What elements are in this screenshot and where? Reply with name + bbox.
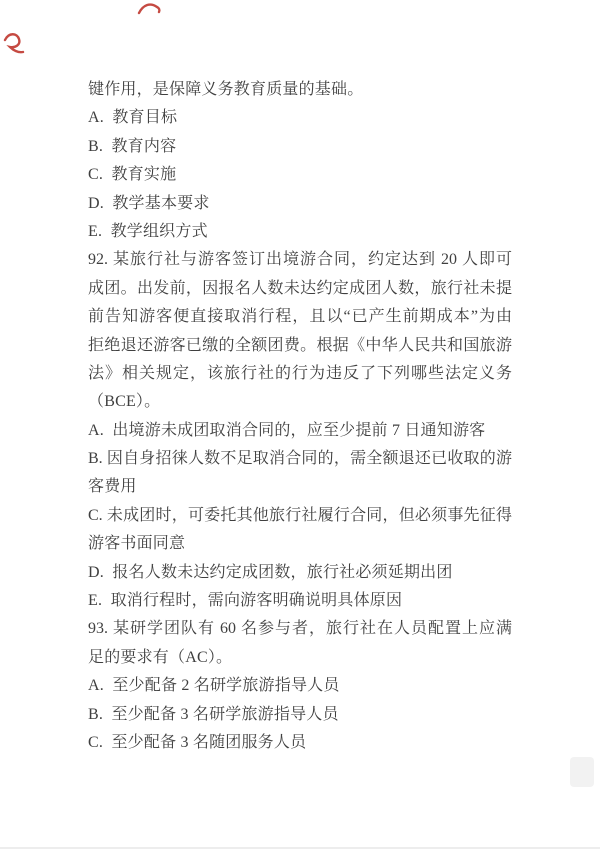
q92-stem-line-5: 法》相关规定，该旅行社的行为违反了下列哪些法定义务 <box>88 364 512 382</box>
q93-stem-line-1: 93. 某研学团队有 60 名参与者，旅行社在人员配置上应满 <box>88 620 512 638</box>
q92-option-d: D. 报名人数未达约定成团数，旅行社必须延期出团 <box>88 563 453 581</box>
q91-option-c: C. 教育实施 <box>88 166 177 184</box>
q93-stem-line-2: 足的要求有（AC）。 <box>88 648 233 666</box>
q93-option-c: C. 至少配备 3 名随团服务人员 <box>88 733 307 751</box>
q91-option-a: A. 教育目标 <box>88 109 178 127</box>
q91-option-b: B. 教育内容 <box>88 137 177 155</box>
q92-option-a: A. 出境游未成团取消合同的，应至少提前 7 日通知游客 <box>88 421 486 439</box>
q92-option-b: B. 因自身招徕人数不足取消合同的，需全额退还已收取的游 <box>88 450 512 468</box>
q92-answer: （BCE）。 <box>88 393 161 411</box>
q93-option-b: B. 至少配备 3 名研学旅游指导人员 <box>88 705 339 723</box>
q92-stem-line-2: 成团。出发前，因报名人数未达约定成团人数，旅行社未提 <box>88 279 512 297</box>
q92-stem-line-3: 前告知游客便直接取消行程，且以“已产生前期成本”为由 <box>88 308 512 326</box>
red-pen-mark-left <box>5 34 23 52</box>
q91-option-d: D. 教学基本要求 <box>88 194 210 212</box>
q92-option-b-wrap: 客费用 <box>88 478 137 496</box>
q91-stem-tail: 键作用，是保障义务教育质量的基础。 <box>88 81 364 98</box>
red-pen-mark-top <box>139 5 159 13</box>
q92-stem-line-4: 拒绝退还游客已缴的全额团费。根据《中华人民共和国旅游 <box>88 336 512 354</box>
question-text-block <box>88 76 512 757</box>
q91-option-e: E. 教学组织方式 <box>88 222 208 240</box>
q92-option-c: C. 未成团时，可委托其他旅行社履行合同，但必须事先征得 <box>88 506 512 524</box>
q93-option-a: A. 至少配备 2 名研学旅游指导人员 <box>88 677 340 695</box>
red-pen-marks <box>0 0 180 60</box>
q92-option-e: E. 取消行程时，需向游客明确说明具体原因 <box>88 592 403 610</box>
q92-stem-line-1: 92. 某旅行社与游客签订出境游合同，约定达到 20 人即可 <box>88 251 512 269</box>
q92-option-c-wrap: 游客书面同意 <box>88 535 186 553</box>
scan-corner-artifact <box>570 757 594 787</box>
